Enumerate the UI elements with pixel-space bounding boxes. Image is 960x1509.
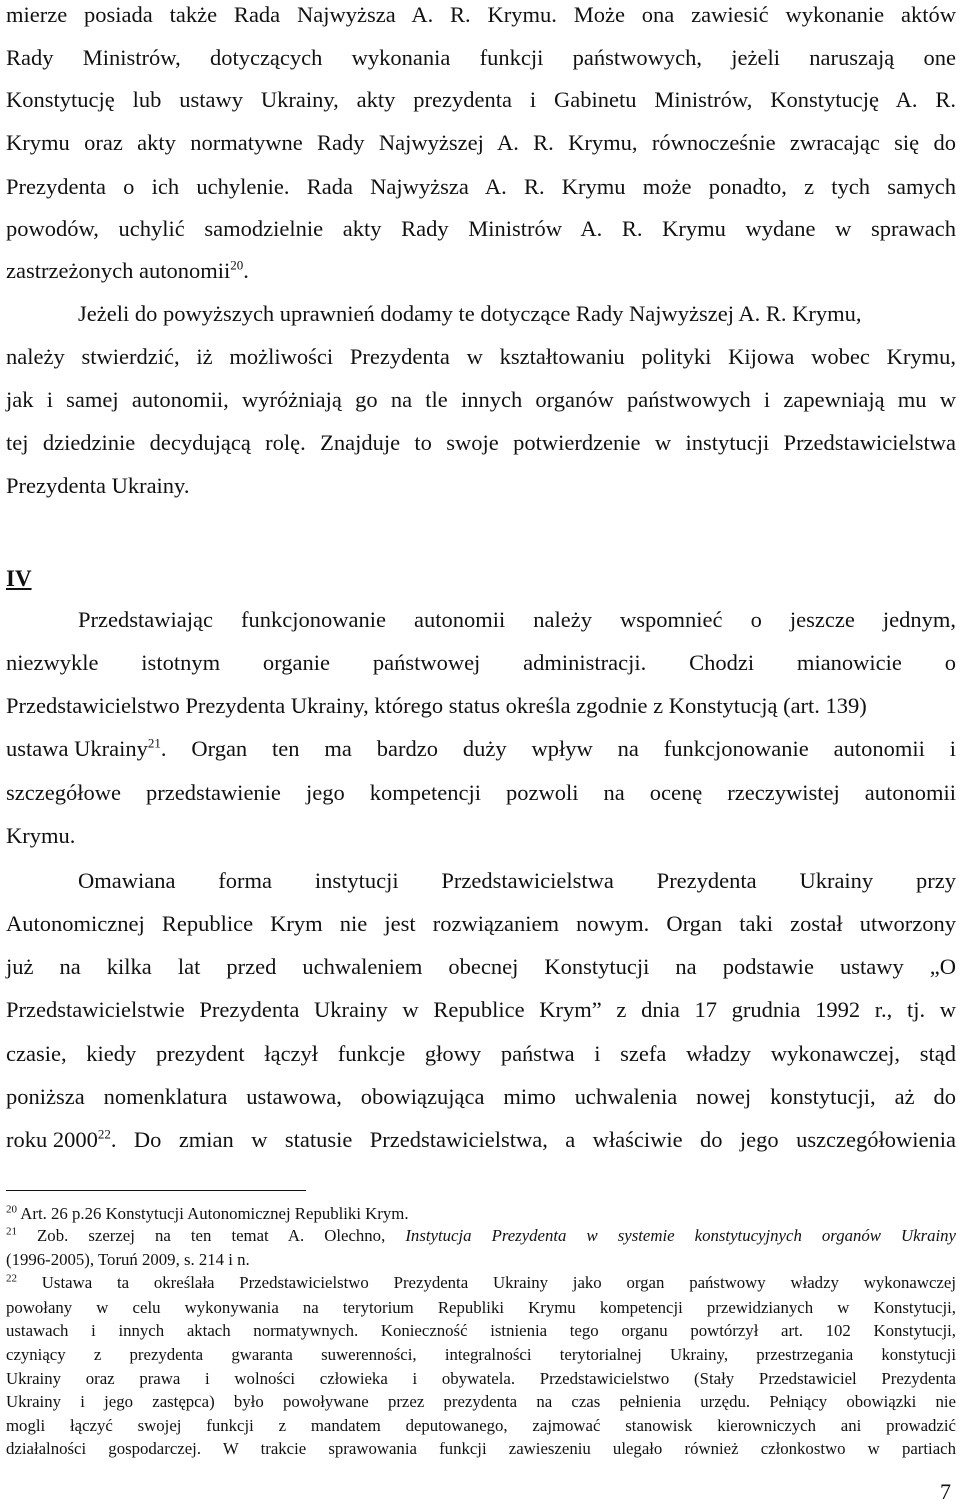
- body-line: roku 2000$^{22}$ . Do zmian w statusie Przedstawicielstwa, a właściwie do jego uszczegółowienia: [6, 1126, 956, 1152]
- body-line: zastrzeżonych autonomii$^{20}$.: [6, 257, 249, 283]
- body-line: należy stwierdzić, iż możliwości Prezydenta w kształtowaniu polityki Kijowa wobec Krymu,: [6, 344, 956, 369]
- section-heading: IV: [6, 566, 32, 591]
- footnote-line: Ukrainy i jego zastępca) było powoływane przez prezydenta na czas pełnienia urzędu. Pełniący obowiązki nie: [6, 1392, 956, 1411]
- footnote-separator: [6, 1190, 306, 1191]
- page-number: 7: [940, 1479, 951, 1504]
- body-line: już na kilka lat przed uchwaleniem obecnej Konstytucji na podstawie ustawy „O: [6, 954, 956, 979]
- body-line: mierze posiada także Rada Najwyższa A. R. Krymu. Może ona zawiesić wykonanie aktów: [6, 2, 956, 27]
- body-line: Prezydenta o ich uchylenie. Rada Najwyższa A. R. Krymu może ponadto, z tych samych: [6, 174, 956, 199]
- body-line: Autonomicznej Republice Krym nie jest rozwiązaniem nowym. Organ taki został utworzony: [6, 911, 956, 936]
- body-line: niezwykle istotnym organie państwowej administracji. Chodzi mianowicie o: [6, 650, 956, 675]
- body-line: tej dziedzinie decydującą rolę. Znajduje to swoje potwierdzenie w instytucji Przedstawicielstwa: [6, 430, 956, 455]
- body-line: Przedstawicielstwie Prezydenta Ukrainy w Republice Krym” z dnia 17 grudnia 1992 r., tj. w: [6, 997, 956, 1022]
- footnote-22: $^{22}$ Ustawa ta określała Przedstawicielstwo Prezydenta Ukrainy jako organ państwowy władzy wykonawczej: [6, 1272, 956, 1292]
- body-line: Przedstawicielstwo Prezydenta Ukrainy, którego status określa zgodnie z Konstytucją (art. 139): [6, 693, 867, 718]
- body-line: Przedstawiając funkcjonowanie autonomii należy wspomnieć o jeszcze jednym,: [78, 607, 956, 632]
- body-line: szczegółowe przedstawienie jego kompetencji pozwoli na ocenę rzeczywistej autonomii: [6, 780, 956, 805]
- footnote-line: mogli łączyć swojej funkcji z mandatem deputowanego, zajmować stanowisk kierowniczych ani prowadzić: [6, 1416, 956, 1435]
- footnote-line: czyniący z prezydenta gwaranta suwerenności, integralności terytorialnej Ukrainy, przestrzegania konstytucji: [6, 1345, 956, 1364]
- body-line: powodów, uchylić samodzielnie akty Rady Ministrów A. R. Krymu wydane w sprawach: [6, 216, 956, 241]
- body-line: Prezydenta Ukrainy.: [6, 473, 190, 498]
- footnote-20: $^{20}$ Art. 26 p.26 Konstytucji Autonomicznej Republiki Krym.: [6, 1203, 409, 1223]
- body-line: Krymu.: [6, 823, 76, 848]
- footnote-21: $^{21}$ Zob. szerzej na ten temat A. Olechno, Instytucja Prezydenta w systemie konstytucyjnych organów Ukrainy: [6, 1225, 956, 1245]
- footnote-ref[interactable]: 22: [97, 1126, 111, 1142]
- footnote-line: (1996-2005), Toruń 2009, s. 214 i n.: [6, 1250, 250, 1269]
- footnote-line: Ukrainy oraz prawa i wolności człowieka i obywatela. Przedstawicielstwo (Stały Przedstawiciel Prezydenta: [6, 1369, 956, 1388]
- footnote-ref[interactable]: 21: [147, 735, 161, 751]
- footnote-line: powołany w celu wykonywania na terytorium Republiki Krymu kompetencji przewidzianych w Konstytucji,: [6, 1298, 956, 1317]
- body-line: Jeżeli do powyższych uprawnień dodamy te dotyczące Rady Najwyższej A. R. Krymu,: [78, 301, 862, 326]
- body-line: czasie, kiedy prezydent łączył funkcje głowy państwa i szefa władzy wykonawczej, stąd: [6, 1041, 956, 1066]
- body-line: poniższa nomenklatura ustawowa, obowiązująca mimo uchwalenia nowej konstytucji, aż do: [6, 1084, 956, 1109]
- footnote-ref[interactable]: 20: [230, 257, 244, 273]
- body-line: Krymu oraz akty normatywne Rady Najwyższej A. R. Krymu, równocześnie zwracając się do: [6, 130, 956, 155]
- body-line: ustawa Ukrainy$^{21}$ . Organ ten ma bardzo duży wpływ na funkcjonowanie autonomii i: [6, 735, 956, 761]
- footnote-line: działalności gospodarczej. W trakcie sprawowania funkcji zawieszeniu ulegało również członkostwo w partiach: [6, 1439, 956, 1458]
- body-line: Omawiana forma instytucji Przedstawicielstwa Prezydenta Ukrainy przy: [78, 868, 956, 893]
- body-line: Rady Ministrów, dotyczących wykonania funkcji państwowych, jeżeli naruszają one: [6, 45, 956, 70]
- body-line: Konstytucję lub ustawy Ukrainy, akty prezydenta i Gabinetu Ministrów, Konstytucję A. R.: [6, 87, 956, 112]
- footnote-line: ustawach i innych aktach normatywnych. Konieczność istnienia tego organu powtórzył art. 102 Konstytucji,: [6, 1321, 956, 1340]
- body-line: jak i samej autonomii, wyróżniają go na tle innych organów państwowych i zapewniają mu w: [6, 387, 956, 412]
